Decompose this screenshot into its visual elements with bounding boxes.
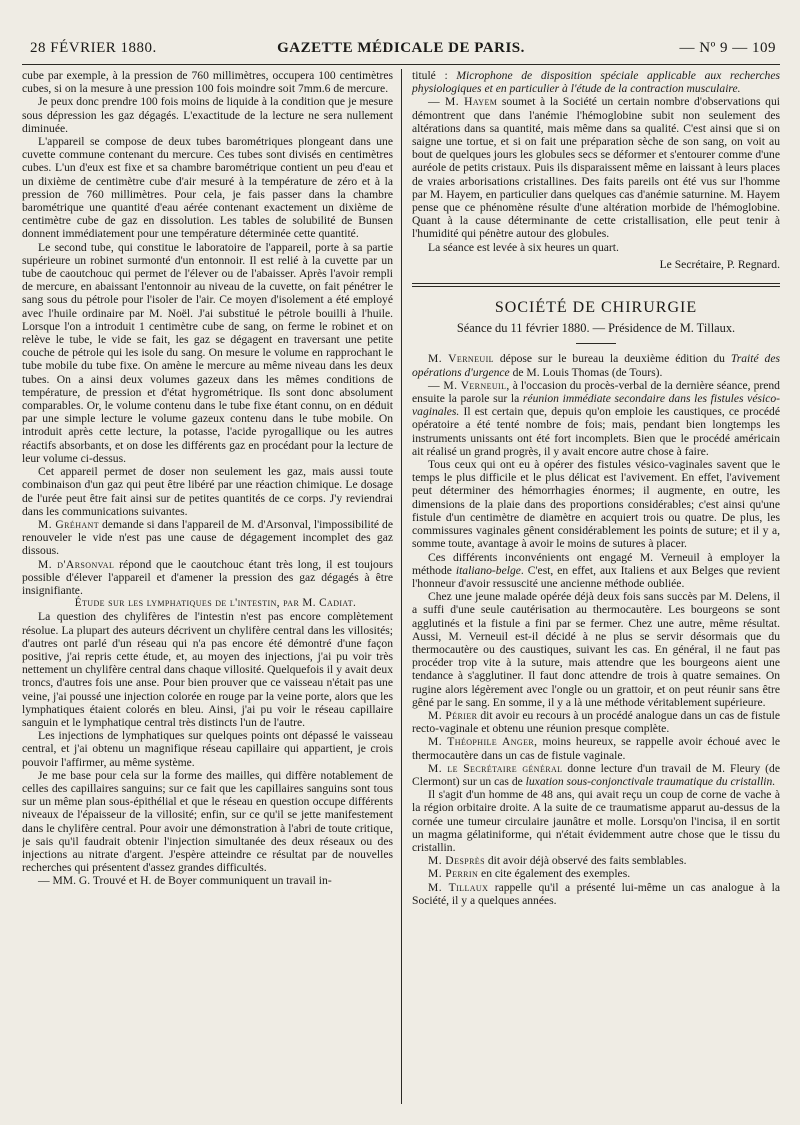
paragraph <box>412 854 780 867</box>
speaker-name: M. le Secrétaire général <box>428 761 563 775</box>
paragraph: Les injections de lymphatiques sur quelques points ont dépassé le vaisseau central, et j'ai obtenu un magnifique réseau capillaire qui appartient, je crois pouvoir l'affirmer, au même système. <box>22 729 393 769</box>
paragraph <box>412 69 780 95</box>
paragraph <box>412 352 780 378</box>
speaker-name: M. Desprès <box>428 854 485 868</box>
paragraph: Le second tube, qui constitue le laboratoire de l'appareil, porte à sa partie supérieure un robinet surmonté d'un entonnoir. Il est relié à la cuvette par un tube de caoutchouc qui permet de l'élever ou de l'abaisser. Après l'avoir rempli de mercure, en abaissant l'entonnoir au niveau de la cuvette, on fait pénétrer le sang sous du pétrole pour l'isoler de l'air. Ce moyen d'isolement a été employé avec l'huile ordinaire par M. Noël. J'ai substitué le pétrole bouilli à l'huile. Lorsque l'on a introduit 1 centimètre cube de sang, on ferme le robinet et on relève le tube, le vide se fait, les gaz se dégagent en traversant une petite couche de pétrole qui les isole du sang. On mesure le volume en rapprochant le tube mobile du tube fixe. On amène le mercure au même niveau dans les deux tubes. On a ainsi deux volumes gazeux dans les mêmes conditions de température, de pression et d'état hygrométrique. Ils sont donc absolument comparables. Or, le volume contenu dans le tube fixe étant connu, on en déduit par une simple lecture le volume gazeux contenu dans le tube mobile. On introduit après cette lecture, la potasse, l'acide pyrogallique ou les autres réactifs absorbants, et on dose les différents gaz en procédant pour la lecture de leur volume ci-dessus. <box>22 240 393 465</box>
section-divider <box>412 283 780 287</box>
paragraph <box>412 379 780 458</box>
topic-title: réunion immédiate secondaire dans les fistules vésico-vaginales. <box>412 392 780 419</box>
session-heading: Séance du 11 février 1880. — Présidence de M. Tillaux. <box>456 321 736 336</box>
paragraph <box>22 558 393 598</box>
paragraph-text: moins heureux, se rappelle avoir échoué avec le thermocautère dans un cas de fistule vaginale. <box>412 735 780 762</box>
two-column-body <box>22 69 780 1104</box>
study-heading: Étude sur les lymphatiques de l'intestin, par M. Cadiat. <box>74 597 357 610</box>
paragraph: Chez une jeune malade opérée déjà deux fois sans succès par M. Delens, il a suffi d'une seule cautérisation au thermocautère. Les bourgeons se sont agglutinés et la fistule a fini par se fermer. Chez une autre, même résultat. Aussi, M. Verneuil est-il décidé à ne plus se servir désormais que du thermocautère ou des caustiques, suivant les cas. En général, il ne faut pas procéder trop vite à la suture, mais attendre que les bourgeons aient une tendance à s'agglutiner. Il faut donc attendre de trois à quatre semaines. On rugine alors légèrement avec l'ongle ou un grattoir, et on peut réunir sans être gêné par le sang. En somme, il y a là une méthode véritablement supérieure. <box>412 590 780 709</box>
paragraph: Je me base pour cela sur la forme des mailles, qui diffère notablement de celles des capillaires sanguins; sur ce fait que les capillaires sanguins sont tous sur un même plan sous-épithélial et que le réseau en question occupe différents niveaux de l'épaisseur de la villosité; enfin, sur ce qu'il se jette manifestement dans le chylifère central. Pour avoir une démonstration à l'abri de toute critique, je sais qu'il faudrait obtenir l'injection simultanée des deux réseaux ou des injections au nitrate d'argent. J'espère atteindre ce résultat par de nouvelles recherches qui présentent d'assez grandes difficultés. <box>22 768 393 875</box>
paragraph: La question des chylifères de l'intestin n'est pas encore complètement résolue. La plupart des auteurs décrivent un chylifère central dans les villosités; d'autres ont parlé d'un réseau qui n'a pas encore été démontré d'une façon positive, j'ai repris cette étude, et, au moyen des injections, j'ai pu voir très nettement un chylifère central dans chaque villosité. Quelquefois il y avait deux troncs, d'autres fois une anse. Pour bien prouver que ce vaisseau n'était pas une veine, j'ai poussé une injection colorée en rouge par la veine porte, alors que les lymphatiques étaient colorés en bleu. Ainsi, j'ai pu voir le réseau capillaire sanguin et le lymphatique central très distincts l'un de l'autre. <box>22 610 393 729</box>
paragraph-text: à l'occasion du procès-verbal de la dernière séance, prend ensuite la parole sur la <box>412 378 780 406</box>
paragraph-text: soumet à la Société un certain nombre d'observations qui démontrent que dans l'anémie l'hémoglobine subit non seulement des altérations dans sa quantité, mais même dans sa qualité. C'est ainsi que si on saigne une tortue, et si on fait une préparation sèche de son sang, on voit au bout de quelques jours les globules secs se déformer et s'entourer comme d'une auréole de petits cristaux. Puis ils disparaissent même en laissant à leurs places de vraies arborisations cristallines. Des faits pareils ont été vus sur l'homme par M. Hayem, en particulier dans quelques cas d'anémie saturnine. M. Hayem pense que ce phénomène résulte d'une altération morbide de l'hémoglobine. Quant à la cause déterminante de cette cristallisation, elle peut tenir à l'humidité qui pénètre autour des globules. <box>412 95 780 241</box>
paragraph-text: en cite également des exemples. <box>478 867 631 881</box>
paragraph: Il s'agit d'un homme de 48 ans, qui avait reçu un coup de corne de vache à la région orbitaire droite. A la suite de ce traumatisme apparut au-dessus de la cornée une tumeur circulaire jaunâtre et molle. Lorsqu'on l'incisa, il en sortit un magma gélatiniforme, qui n'était évidemment autre chose que le tissu du cristallin. <box>412 788 780 854</box>
closing-line: La séance est levée à six heures un quart. <box>428 240 619 254</box>
signature: Le Secrétaire, P. Regnard. <box>659 257 780 271</box>
paragraph <box>412 709 780 735</box>
header-title: GAZETTE MÉDICALE DE PARIS. <box>277 40 525 56</box>
speaker-name: M. Verneuil <box>428 352 494 366</box>
paragraph-text: de M. Louis Thomas (de Tours). <box>509 365 663 379</box>
speaker-name: M. Gréhant <box>38 517 100 531</box>
paragraph: cube par exemple, à la pression de 760 millimètres, occupera 100 centimètres cubes, si on la mesure à une pression 100 fois moindre soit 7mm.6 de mercure. <box>22 69 393 96</box>
speaker-name: M. Théophile Anger, <box>428 735 538 749</box>
paragraph-text: dépose sur le bureau la deuxième édition du <box>493 352 731 366</box>
header-date: 28 FÉVRIER 1880. <box>30 40 157 56</box>
paragraph-text: donne lecture d'un travail de M. Fleury (de Clermont) sur un cas de <box>412 761 780 788</box>
paragraph <box>412 551 780 591</box>
left-column <box>22 69 401 1104</box>
paragraph <box>412 881 780 907</box>
header-issue-page: — Nº 9 — 109 <box>679 40 776 56</box>
speaker-name: — M. Verneuil, <box>428 378 510 392</box>
paragraph-text: rappelle qu'il a présenté lui-même un cas analogue à la Société, il y a quelques années. <box>412 880 780 907</box>
paragraph <box>412 95 780 240</box>
right-column <box>401 69 780 1104</box>
paragraph-text: répond que le caoutchouc étant très long, il est toujours possible d'élever l'appareil et d'amener la pression des gaz dégagés à être insignifiante. <box>22 557 394 597</box>
paragraph <box>22 518 393 558</box>
method-name: italiano-belge <box>455 563 521 577</box>
paragraph-text: Ces différents inconvénients ont engagé M. Verneuil à employer la méthode <box>412 550 780 577</box>
speaker-name: — M. Hayem <box>428 95 498 109</box>
paragraph-text: dit avoir déjà observé des faits semblables. <box>484 854 687 868</box>
speaker-name: M. d'Arsonval <box>38 557 115 571</box>
paragraph-text: dit avoir eu recours à un procédé analogue dans un cas de fistule recto-vaginale et obtenu une réunion presque complète. <box>412 708 780 736</box>
paragraph-text: Il est certain que, depuis qu'on emploie les caustiques, ce procédé opératoire a été tenté nombre de fois; mais, pendant bien longtemps les instruments unissants ont été fort incomplets. Bien que le procédé américain ait réalisé un grand progrès, il y avait encore autre chose à faire. <box>412 405 780 458</box>
paragraph: L'appareil se compose de deux tubes barométriques plongeant dans une cuvette commune contenant du mercure. Ces tubes sont divisés en centimètres cubes. L'un d'eux est fixe et sa chambre barométrique contient un peu d'eau et un dixième de centimètre cube d'air mesuré à la température de zéro et à la pression de 760 millimètres. Pour cela, je fais passer dans la chambre barométrique une quantité d'eau aérée contenant exactement un dixième de centimètre cube de gaz en dissolution. Les tables de solubilité de Bunsen donnent immédiatement pour une température déterminée cette quantité. <box>22 135 393 241</box>
paragraph-text: . C'est, en effet, aux Italiens et aux Belges que revient l'honneur d'avoir ressuscité une ancienne méthode oubliée. <box>412 563 780 590</box>
speaker-name: M. Perrin <box>428 867 479 881</box>
paragraph <box>412 762 780 788</box>
work-title: Traité des opérations d'urgence <box>412 352 780 379</box>
paragraph: Je peux donc prendre 100 fois moins de liquide à la condition que je mesure sous dépression les gaz dégagés. L'exactitude de la lecture ne sera nullement diminuée. <box>22 95 393 135</box>
paragraph <box>412 735 780 761</box>
speaker-name: M. Tillaux <box>428 880 489 894</box>
page-header <box>22 36 780 65</box>
topic-title: luxation sous-conjonctivale traumatique du cristallin. <box>525 774 776 788</box>
paragraph: Tous ceux qui ont eu à opérer des fistules vésico-vaginales savent que le temps le plus difficile et le plus délicat est l'avivement. En effet, l'avivement peut déterminer des hémorrhagies énormes; il augmente, en outre, les dimensions de la plaie dans des proportions considérables; c'est ainsi qu'une fistule d'un centimètre de diamètre en acquiert trois ou quatre. De plus, les commissures vaginales gênent considérablement les points de suture; et il y a, somme toute, avantage à avoir le moins de sutures à placer. <box>412 458 780 551</box>
paragraph: — MM. G. Trouvé et H. de Boyer communiquent un travail in- <box>38 874 332 888</box>
speaker-name: M. Périer <box>428 708 478 722</box>
paragraph <box>412 867 780 880</box>
paragraph-text: titulé : <box>412 69 457 82</box>
short-divider <box>576 343 616 344</box>
society-title: SOCIÉTÉ DE CHIRURGIE <box>494 299 698 317</box>
paragraph: Cet appareil permet de doser non seulement les gaz, mais aussi toute combinaison d'un gaz qui peut être libéré par une réaction chimique. Le dosage de l'urée peut être fait ainsi sur de petites quantités de ce corps. J'y reviendrai dans les communications suivantes. <box>22 465 393 518</box>
paragraph-text: demande si dans l'appareil de M. d'Arsonval, l'impossibilité de renouveler le vide n'est pas une cause de dégagement incomplet des gaz dissous. <box>22 517 394 558</box>
work-title: Microphone de disposition spéciale applicable aux recherches physiologiques et en particulier à l'étude de la contraction musculaire. <box>412 69 780 96</box>
